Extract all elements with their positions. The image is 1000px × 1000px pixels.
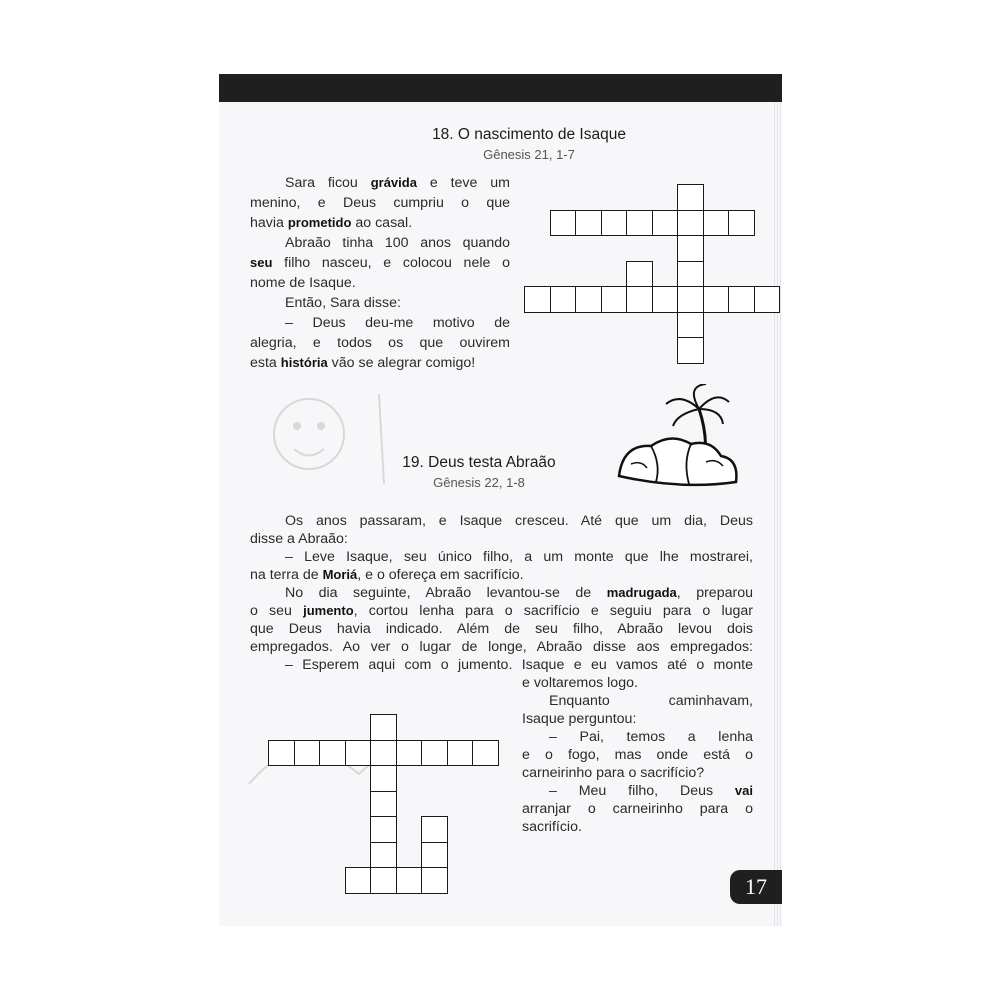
crossword-cell[interactable] (421, 842, 448, 869)
text-span: o seu (250, 603, 304, 619)
text-line (522, 746, 753, 764)
crossword-cell[interactable] (677, 286, 704, 313)
text-line (522, 818, 722, 836)
text-span: esta (250, 355, 281, 371)
text-line (250, 566, 650, 584)
crossword-cell[interactable] (370, 714, 397, 741)
crossword-cell[interactable] (396, 867, 423, 894)
crossword-cell[interactable] (294, 740, 321, 767)
crossword-cell[interactable] (370, 765, 397, 792)
crossword-cell[interactable] (575, 286, 602, 313)
text-span: Os anos passaram, e Isaque cresceu. Até que um dia, Deus (285, 513, 753, 529)
crossword-cell[interactable] (652, 286, 679, 313)
crossword-cell[interactable] (601, 286, 628, 313)
text-span: , preparou (676, 585, 753, 601)
crossword-cell[interactable] (319, 740, 346, 767)
crossword-cell[interactable] (396, 740, 423, 767)
crossword-cell[interactable] (728, 210, 755, 237)
crossword-cell[interactable] (370, 816, 397, 843)
highlighted-word: grávida (370, 175, 417, 190)
highlighted-word: vai (734, 783, 753, 798)
crossword-cell[interactable] (677, 235, 704, 262)
crossword-cell[interactable] (728, 286, 755, 313)
text-span: Abraão tinha 100 anos quando (285, 235, 510, 251)
section-18-reference: Gênesis 21, 1-7 (483, 147, 575, 162)
crossword-cell[interactable] (550, 286, 577, 313)
highlighted-word: seu (250, 255, 273, 270)
text-span: que Deus havia indicado. Além de seu filho, Abraão levou dois (250, 621, 753, 637)
palm-island-illustration (611, 384, 751, 494)
text-line (250, 194, 510, 212)
crossword-cell[interactable] (370, 740, 397, 767)
text-line (250, 274, 430, 292)
crossword-cell[interactable] (472, 740, 499, 767)
highlighted-word: prometido (287, 215, 352, 230)
text-span: Então, Sara disse: (285, 295, 401, 311)
crossword-cell[interactable] (268, 740, 295, 767)
highlighted-word: história (280, 355, 328, 370)
highlighted-word: madrugada (606, 585, 677, 600)
text-span: menino, e Deus cumpriu o que (250, 195, 510, 211)
crossword-cell[interactable] (524, 286, 551, 313)
text-span: filho nasceu, e colocou nele o (272, 255, 510, 271)
text-line (522, 800, 753, 818)
text-line (285, 584, 753, 602)
crossword-cell[interactable] (703, 210, 730, 237)
text-line (250, 620, 753, 638)
text-line (549, 728, 753, 746)
text-line (285, 548, 753, 566)
crossword-cell[interactable] (421, 816, 448, 843)
text-span: , cortou lenha para o sacrifício e seguiu para o lugar (353, 603, 754, 619)
text-line (285, 314, 510, 332)
text-line (549, 782, 753, 800)
text-span: e o fogo, mas onde está o (522, 747, 753, 763)
text-span: e voltaremos logo. (522, 675, 638, 691)
crossword-cell[interactable] (626, 261, 653, 288)
text-line (285, 656, 753, 674)
crossword-cell[interactable] (677, 184, 704, 211)
text-span: alegria, e todos os que ouvirem (250, 335, 510, 351)
text-line (522, 764, 753, 782)
text-span: – Pai, temos a lenha (549, 729, 753, 745)
page-edge-decoration (774, 102, 782, 926)
crossword-cell[interactable] (345, 867, 372, 894)
crossword-cell[interactable] (421, 867, 448, 894)
crossword-cell[interactable] (652, 210, 679, 237)
text-line (250, 602, 753, 620)
text-span: carneirinho para o sacrifício? (522, 765, 705, 781)
text-line (522, 710, 722, 728)
text-line (549, 692, 753, 710)
text-line (250, 530, 450, 548)
text-span: , e o ofereça em sacrifício. (357, 567, 524, 583)
crossword-cell[interactable] (677, 210, 704, 237)
crossword-cell[interactable] (677, 312, 704, 339)
text-span: – Meu filho, Deus (549, 783, 735, 799)
page-number: 17 (730, 870, 782, 904)
text-span: e teve um (416, 175, 510, 191)
text-span: – Deus deu-me motivo de (285, 315, 510, 331)
crossword-cell[interactable] (370, 867, 397, 894)
section-19-reference: Gênesis 22, 1-8 (433, 475, 525, 490)
text-line (250, 214, 430, 232)
text-line (285, 294, 465, 312)
text-span: disse a Abraão: (250, 531, 348, 547)
text-span: Enquanto caminhavam, (549, 693, 753, 709)
crossword-cell[interactable] (677, 337, 704, 364)
text-span: sacrifício. (522, 819, 582, 835)
crossword-cell[interactable] (550, 210, 577, 237)
highlighted-word: jumento (303, 603, 354, 618)
text-line (250, 354, 510, 372)
highlighted-word: Moriá (322, 567, 358, 582)
crossword-cell[interactable] (703, 286, 730, 313)
text-span: vão se alegrar comigo! (327, 355, 476, 371)
book-page (219, 74, 782, 926)
text-span: Sara ficou (285, 175, 371, 191)
text-span: arranjar o carneirinho para o (522, 801, 753, 817)
text-line (285, 234, 510, 252)
crossword-cell[interactable] (754, 286, 781, 313)
text-span: – Esperem aqui com o jumento. Isaque e eu vamos até o monte (285, 657, 753, 673)
text-span: – Leve Isaque, seu único filho, a um monte que lhe mostrarei, (285, 549, 753, 565)
crossword-cell[interactable] (421, 740, 448, 767)
text-span: ao casal. (351, 215, 413, 231)
text-line (250, 638, 753, 656)
text-line (522, 674, 722, 692)
crossword-cell[interactable] (677, 261, 704, 288)
text-line (285, 512, 753, 530)
crossword-cell[interactable] (447, 740, 474, 767)
crossword-cell[interactable] (370, 842, 397, 869)
section-19-title: 19. Deus testa Abraão (402, 454, 556, 471)
text-line (250, 254, 510, 272)
text-span: Isaque perguntou: (522, 711, 637, 727)
text-span: empregados. Ao ver o lugar de longe, Abraão disse aos empregados: (250, 639, 753, 655)
text-span: havia (250, 215, 288, 231)
page-top-bar (219, 74, 782, 102)
text-span: No dia seguinte, Abraão levantou-se de (285, 585, 607, 601)
text-span: na terra de (250, 567, 323, 583)
crossword-cell[interactable] (370, 791, 397, 818)
crossword-cell[interactable] (575, 210, 602, 237)
section-18-title: 18. O nascimento de Isaque (432, 126, 626, 143)
crossword-cell[interactable] (345, 740, 372, 767)
crossword-cell[interactable] (626, 210, 653, 237)
crossword-cell[interactable] (601, 210, 628, 237)
text-line (250, 334, 510, 352)
text-line (285, 174, 510, 192)
text-span: nome de Isaque. (250, 275, 356, 291)
crossword-cell[interactable] (626, 286, 653, 313)
